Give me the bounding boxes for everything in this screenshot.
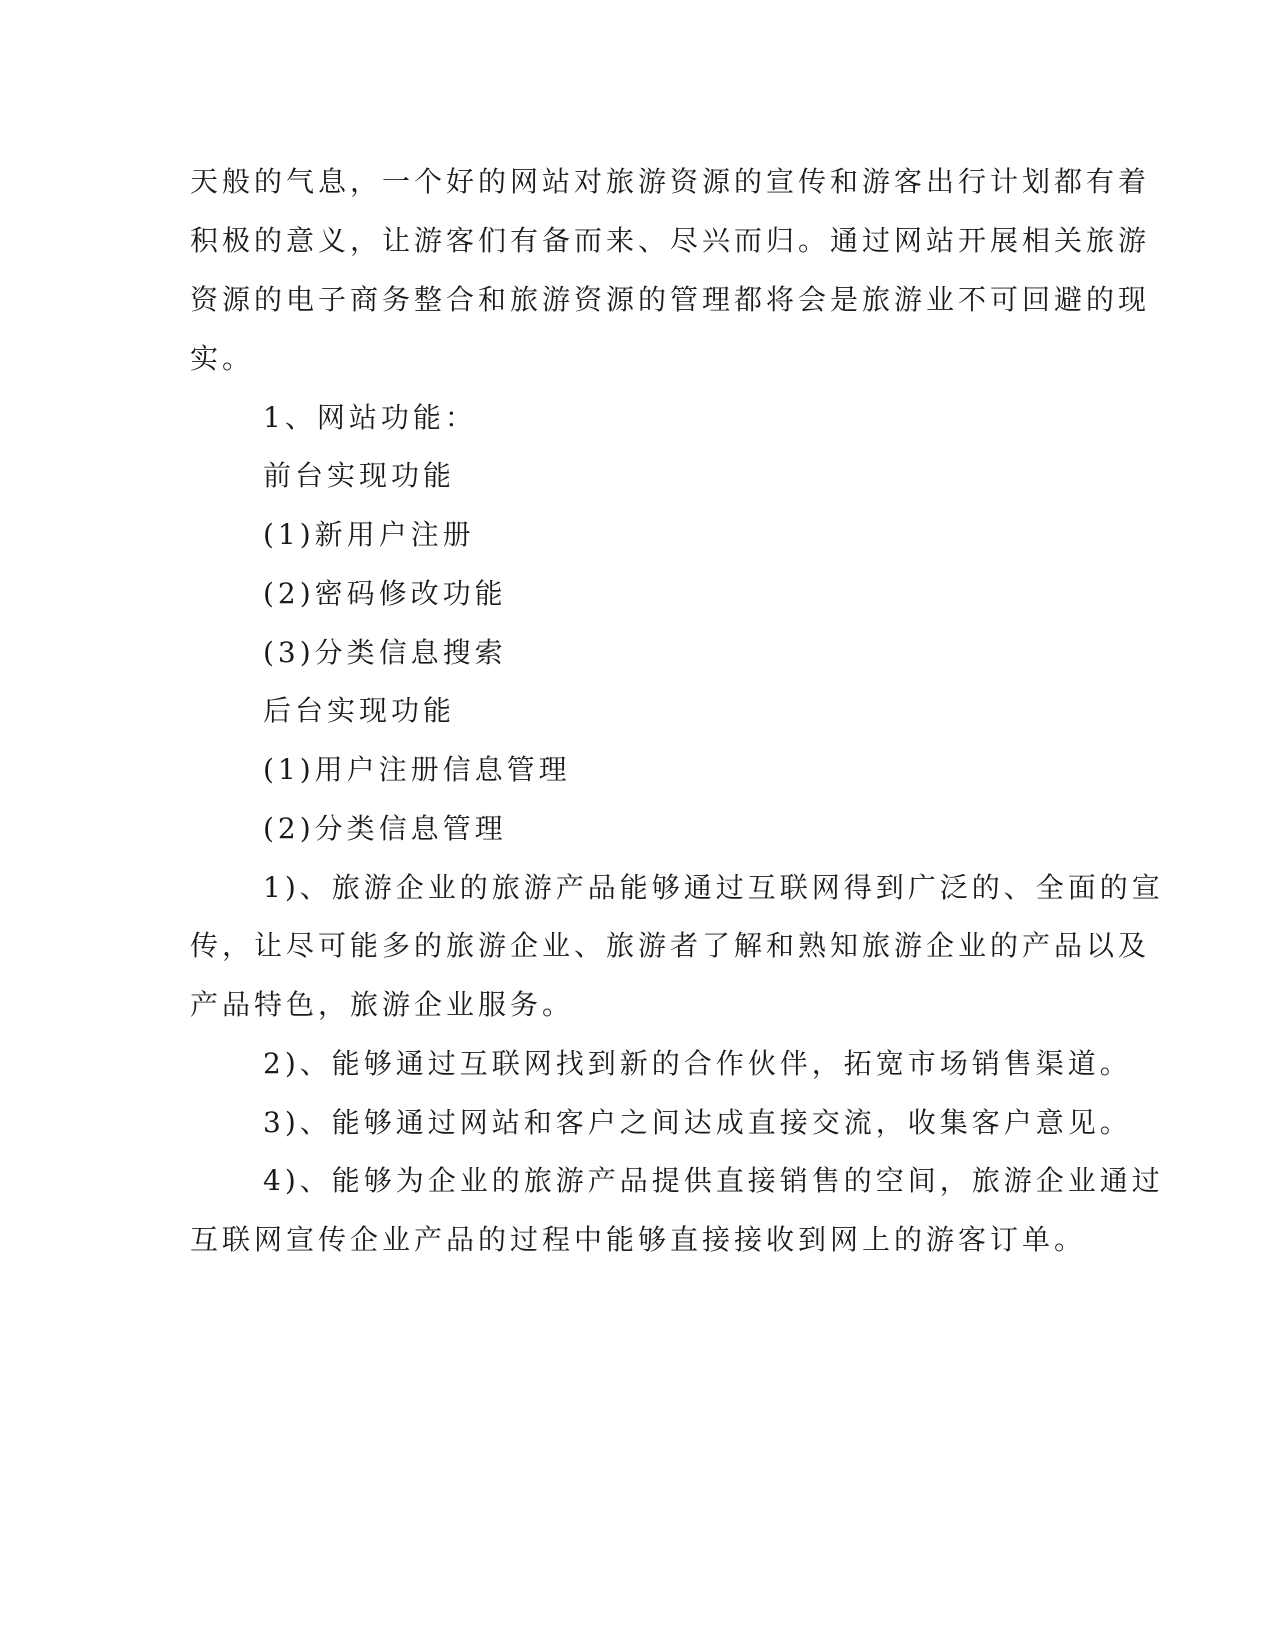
frontend-item-2: (2)密码修改功能: [263, 577, 507, 610]
backend-item-2: (2)分类信息管理: [263, 812, 507, 845]
paragraph-intro-line-4: 实。: [190, 342, 255, 375]
benefit-4-line-2: 互联网宣传企业产品的过程中能够直接接收到网上的游客订单。: [190, 1223, 1087, 1256]
paragraph-intro-line-3: 资源的电子商务整合和旅游资源的管理都将会是旅游业不可回避的现: [190, 283, 1151, 316]
subheading-backend-functions: 后台实现功能: [263, 694, 456, 727]
section-heading-website-functions: 1、网站功能：: [263, 401, 477, 434]
subheading-frontend-functions: 前台实现功能: [263, 459, 456, 492]
benefit-2: 2)、能够通过互联网找到新的合作伙伴，拓宽市场销售渠道。: [263, 1047, 1132, 1080]
frontend-item-1: (1)新用户注册: [263, 518, 475, 551]
benefit-3: 3)、能够通过网站和客户之间达成直接交流，收集客户意见。: [263, 1106, 1132, 1139]
benefit-1-line-3: 产品特色，旅游企业服务。: [190, 988, 575, 1021]
paragraph-intro-line-1: 天般的气息，一个好的网站对旅游资源的宣传和游客出行计划都有着: [190, 165, 1151, 198]
benefit-1-line-1: 1)、旅游企业的旅游产品能够通过互联网得到广泛的、全面的宣: [263, 871, 1164, 904]
frontend-item-3: (3)分类信息搜索: [263, 636, 507, 669]
backend-item-1: (1)用户注册信息管理: [263, 753, 571, 786]
benefit-1-line-2: 传，让尽可能多的旅游企业、旅游者了解和熟知旅游企业的产品以及: [190, 929, 1151, 962]
benefit-4-line-1: 4)、能够为企业的旅游产品提供直接销售的空间，旅游企业通过: [263, 1164, 1164, 1197]
paragraph-intro-line-2: 积极的意义，让游客们有备而来、尽兴而归。通过网站开展相关旅游: [190, 224, 1151, 257]
